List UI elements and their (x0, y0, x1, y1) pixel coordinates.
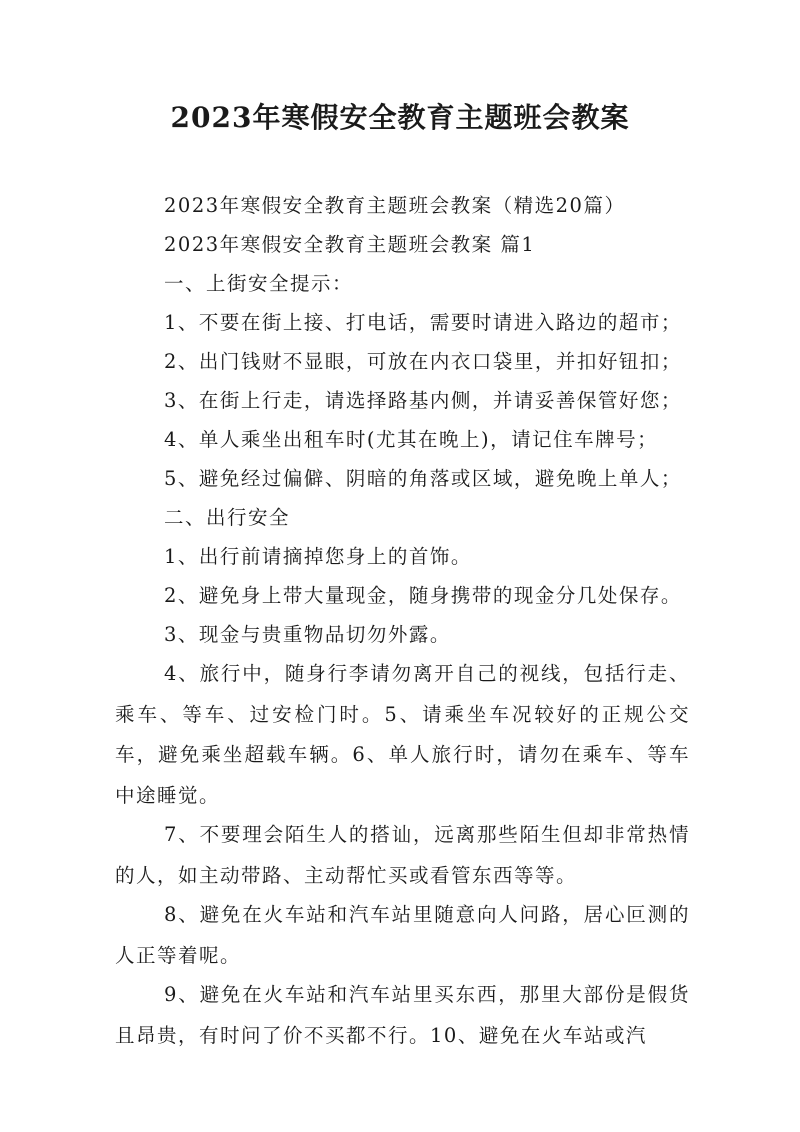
body-paragraph: 7、不要理会陌生人的搭讪，远离那些陌生但却非常热情的人，如主动带路、主动帮忙买或看管东西等等。 (115, 823, 690, 887)
list-item: 1、不要在街上接、打电话，需要时请进入路边的超市； (164, 311, 682, 334)
list-heading: 二、出行安全 (164, 506, 291, 529)
list-heading: 一、上街安全提示： (164, 272, 354, 295)
list-item: 5、避免经过偏僻、阴暗的角落或区域，避免晚上单人； (164, 467, 682, 490)
list-item: 3、现金与贵重物品切勿外露。 (164, 623, 451, 646)
body-paragraph: 4、旅行中，随身行李请勿离开自己的视线，包括行走、乘车、等车、过安检门时。5、请乘坐车况较好的正规公交车，避免乘坐超载车辆。6、单人旅行时，请勿在乘车、等车中途睡觉。 (115, 662, 690, 807)
list-item: 1、出行前请摘掉您身上的首饰。 (164, 545, 472, 568)
list-item: 3、在街上行走，请选择路基内侧，并请妥善保管好您； (164, 389, 682, 412)
section-heading: 2023年寒假安全教育主题班会教案 篇1 (164, 233, 536, 256)
document-body (115, 186, 690, 1055)
list-item: 2、避免身上带大量现金，随身携带的现金分几处保存。 (164, 584, 682, 607)
list-item: 4、单人乘坐出租车时(尤其在晚上)，请记住车牌号； (164, 428, 659, 451)
document-title: 2023年寒假安全教育主题班会教案 (170, 101, 630, 134)
list-item: 2、出门钱财不显眼，可放在内衣口袋里，并扣好钮扣； (164, 350, 682, 373)
subtitle-line: 2023年寒假安全教育主题班会教案（精选20篇） (164, 194, 626, 217)
body-paragraph: 9、避免在火车站和汽车站里买东西，那里大部份是假货且昂贵，有时问了价不买都不行。10、避免在火车站或汽 (115, 983, 690, 1047)
body-paragraph: 8、避免在火车站和汽车站里随意向人问路，居心叵测的人正等着呢。 (115, 903, 690, 967)
